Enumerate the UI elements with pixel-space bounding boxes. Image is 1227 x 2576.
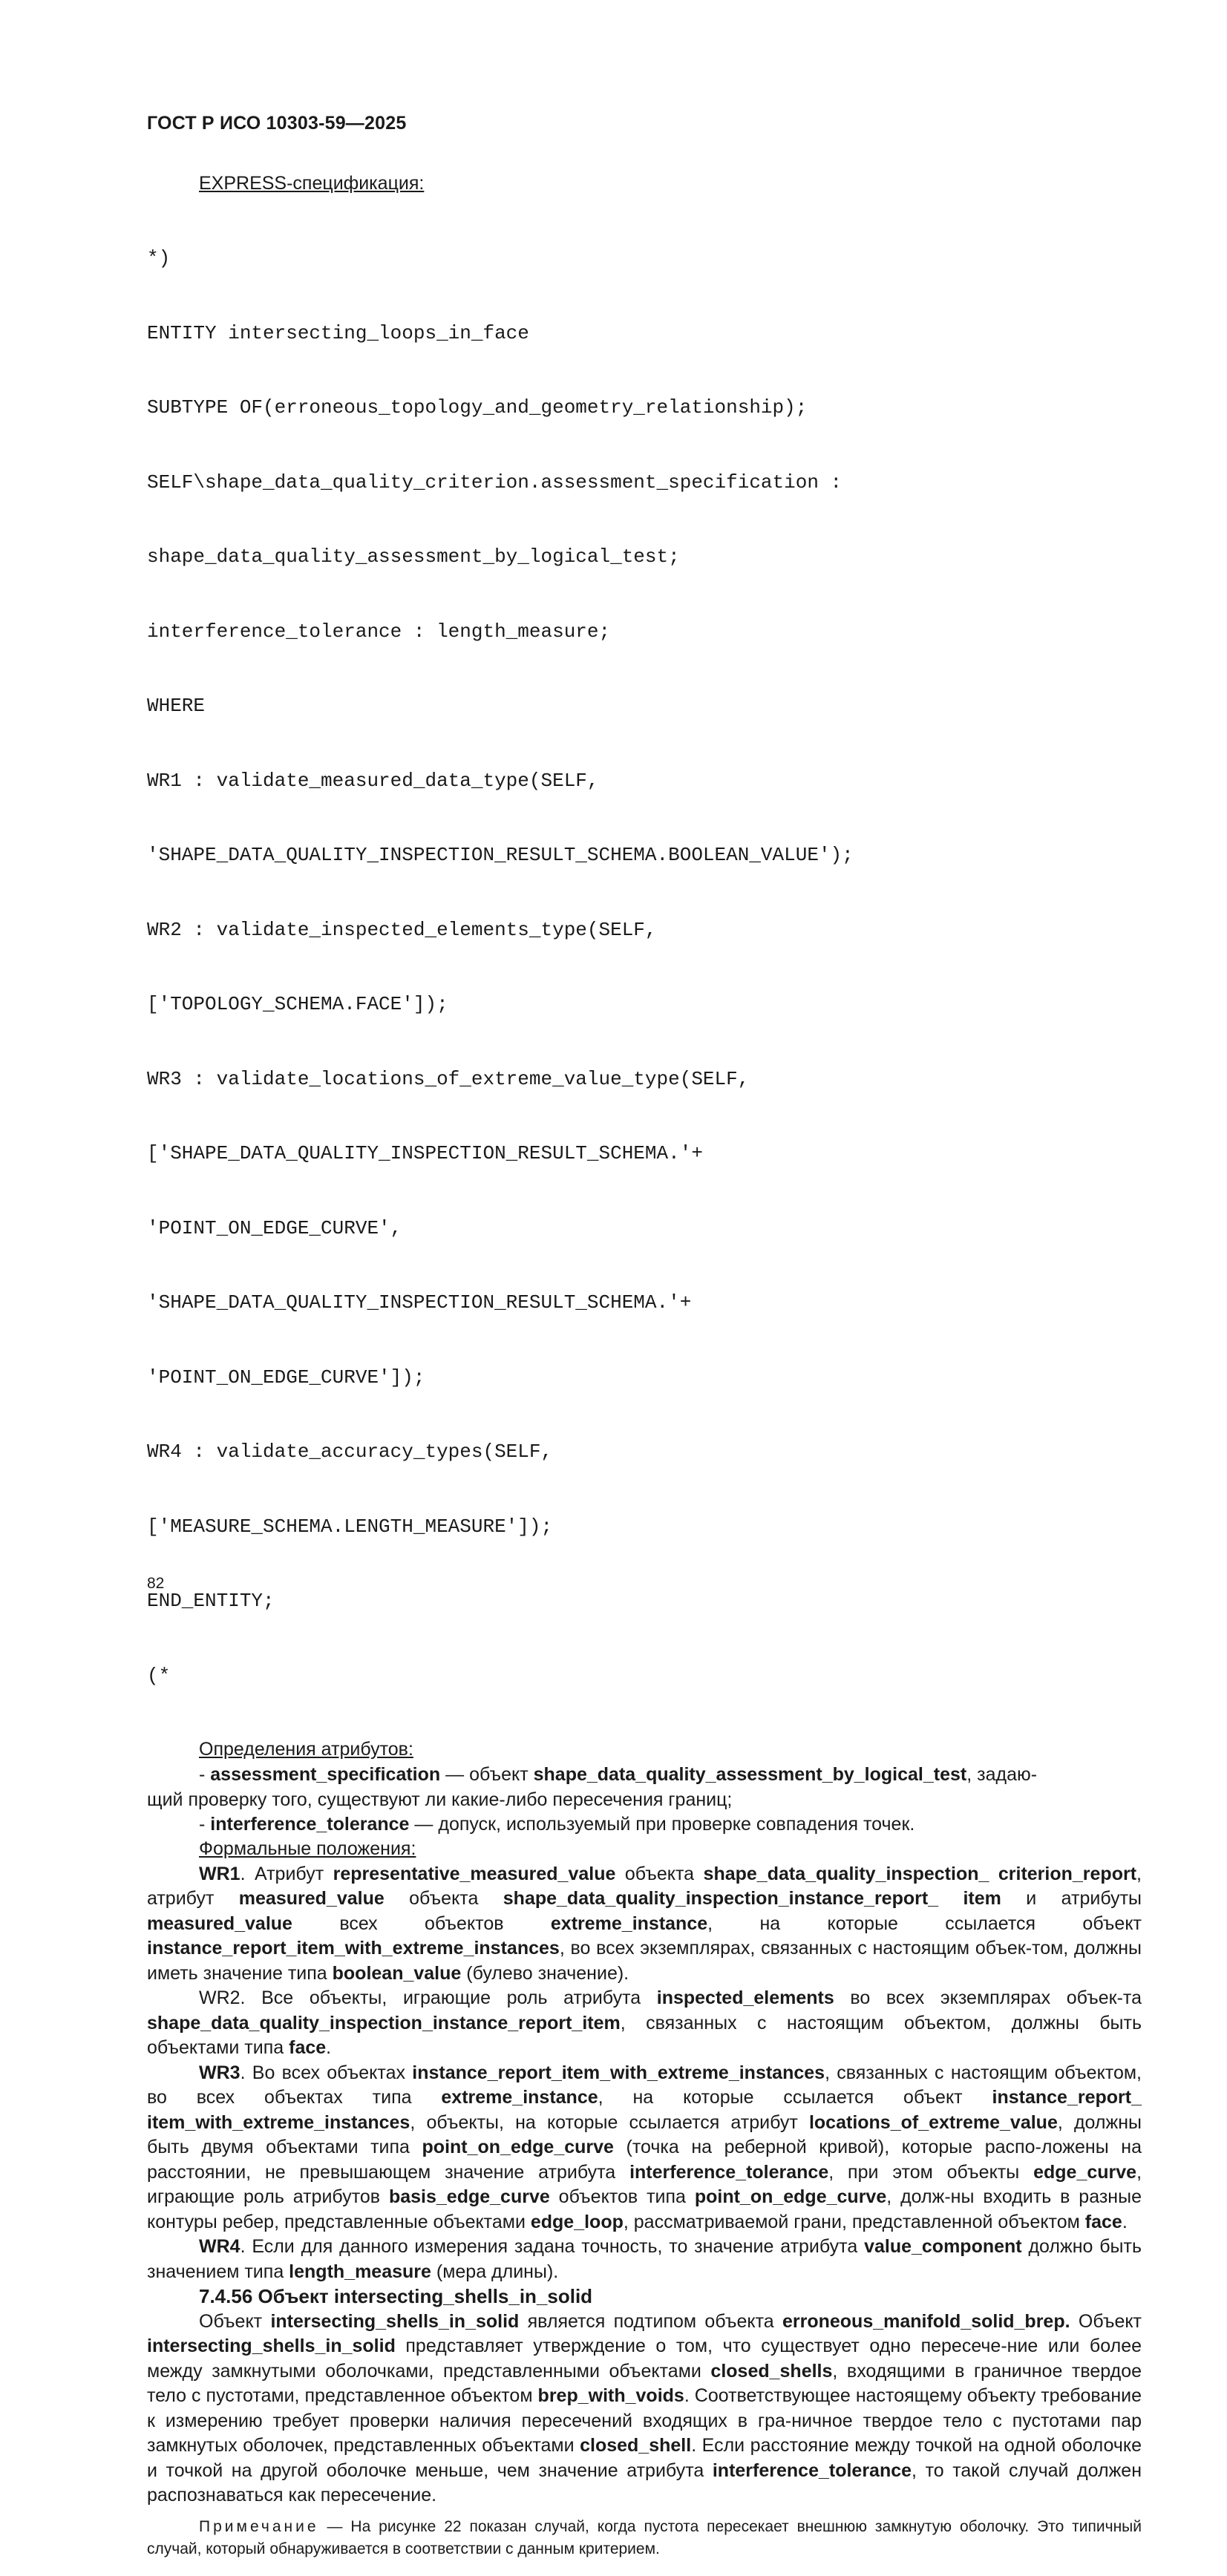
code-line: WR2 : validate_inspected_elements_type(SELF, xyxy=(147,918,657,941)
code-line: ['SHAPE_DATA_QUALITY_INSPECTION_RESULT_SCHEMA.'+ xyxy=(147,1142,703,1164)
page-content xyxy=(147,172,1142,2576)
page-number: 82 xyxy=(147,1575,165,1592)
code-line: WR1 : validate_measured_data_type(SELF, xyxy=(147,769,599,792)
code-line: WR3 : validate_locations_of_extreme_value_type(SELF, xyxy=(147,1067,750,1090)
rule-wr3: WR3. Во всех объектах instance_report_item_with_extreme_instances, связанных с настоящим объектом, во всех объектах типа extreme_instance, на которые ссылается объект instance_report_ item_with_extreme_instances, объекты, на которые ссылается атрибут locations_of_extreme_value, должны быть двумя объектами типа point_on_edge_curve (точка на реберной кривой), которые распо-ложены на расстоянии, не превышающем значение атрибута interference_tolerance, при этом объекты edge_curve, играющие роль атрибутов basis_edge_curve объектов типа point_on_edge_curve, долж-ны входить в разные контуры ребер, представленные объектами edge_loop, рассматриваемой грани, представленной объектом face. xyxy=(147,2062,1142,2232)
code-line: SELF\shape_data_quality_criterion.assessment_specification : xyxy=(147,471,842,494)
section-paragraph: Объект intersecting_shells_in_solid является подтипом объекта erroneous_manifold_solid_brep. Объект intersecting_shells_in_solid представляет утверждение о том, что существует одно пересече-ние или более между замкнутыми оболочками, представленными объектами closed_shells, входящими в граничное твердое тело с пустотами, представленное объектом brep_with_voids. Соответствующее настоящему объекту требование к измерению требует проверки наличия пересечений входящих в гра-ничное твердое тело с пустотами пар замкнутых оболочек, представленных объектами closed_shell. Если расстояние между точкой на одной оболочке и точкой на другой оболочке меньше, чем значение атрибута interference_tolerance, то такой случай должен распознаваться как пересечение. xyxy=(147,2310,1142,2505)
express-spec-heading: EXPRESS-спецификация: xyxy=(199,173,425,194)
attribute-name: assessment_specification xyxy=(210,1764,441,1785)
section-heading: 7.4.56 Объект intersecting_shells_in_solid xyxy=(199,2285,593,2307)
note-paragraph: Примечание — На рисунке 22 показан случай, когда пустота пересекает внешнюю замкнутую оболочку. Это типичный случай, который обнаруживается в соответствии с данным критерием. xyxy=(147,2517,1142,2557)
code-line: 'POINT_ON_EDGE_CURVE']); xyxy=(147,1366,425,1389)
note-label: Примечание xyxy=(199,2517,319,2535)
attribute-name: interference_tolerance xyxy=(210,1814,410,1835)
code-line: WR4 : validate_accuracy_types(SELF, xyxy=(147,1441,553,1463)
express-code-block xyxy=(147,197,1142,1738)
code-line: interference_tolerance : length_measure; xyxy=(147,620,611,643)
rule-wr2: WR2. Все объекты, играющие роль атрибута inspected_elements во всех экземплярах объек-та shape_data_quality_inspection_instance_report_item, связанных с настоящим объектом, должны быть объектами типа face. xyxy=(147,1987,1142,2058)
document-header: ГОСТ Р ИСО 10303-59—2025 xyxy=(147,113,407,134)
code-line: 'SHAPE_DATA_QUALITY_INSPECTION_RESULT_SCHEMA.BOOLEAN_VALUE'); xyxy=(147,844,854,866)
code-line: END_ENTITY; xyxy=(147,1590,275,1612)
attribute-definition-continued: щий проверку того, существуют ли какие-либо пересечения границ; xyxy=(147,1789,733,1810)
code-line: ['TOPOLOGY_SCHEMA.FACE']); xyxy=(147,993,448,1015)
code-line: 'POINT_ON_EDGE_CURVE', xyxy=(147,1216,402,1239)
attribute-definition: - assessment_specification — объект shape_data_quality_assessment_by_logical_test, задаю- xyxy=(199,1764,1038,1785)
code-line: shape_data_quality_assessment_by_logical_test; xyxy=(147,545,680,568)
code-line: ENTITY intersecting_loops_in_face xyxy=(147,321,529,344)
rule-wr4: WR4. Если для данного измерения задана точность, то значение атрибута value_component должно быть значением типа length_measure (мера длины). xyxy=(147,2236,1142,2282)
formal-propositions-heading: Формальные положения: xyxy=(199,1838,416,1859)
code-line: WHERE xyxy=(147,695,206,717)
entity-reference: shape_data_quality_assessment_by_logical_test xyxy=(533,1764,967,1785)
rule-wr1: WR1. Атрибут representative_measured_value объекта shape_data_quality_inspection_ criterion_report, атрибут measured_value объекта shape_data_quality_inspection_instance_report_ item и атрибуты measured_value всех объектов extreme_instance, на которые ссылается объект instance_report_item_with_extreme_instances, во всех экземплярах, связанных с настоящим объек-том, должны иметь значение типа boolean_value (булево значение). xyxy=(147,1863,1142,1984)
code-line: 'SHAPE_DATA_QUALITY_INSPECTION_RESULT_SCHEMA.'+ xyxy=(147,1291,692,1314)
code-line: SUBTYPE OF(erroneous_topology_and_geometry_relationship); xyxy=(147,396,808,419)
attribute-definitions-heading: Определения атрибутов: xyxy=(199,1739,413,1760)
attribute-definition: - interference_tolerance — допуск, используемый при проверке совпадения точек. xyxy=(199,1814,915,1835)
code-line: ['MEASURE_SCHEMA.LENGTH_MEASURE']); xyxy=(147,1515,553,1538)
code-line: *) xyxy=(147,247,171,269)
code-line: (* xyxy=(147,1664,171,1687)
